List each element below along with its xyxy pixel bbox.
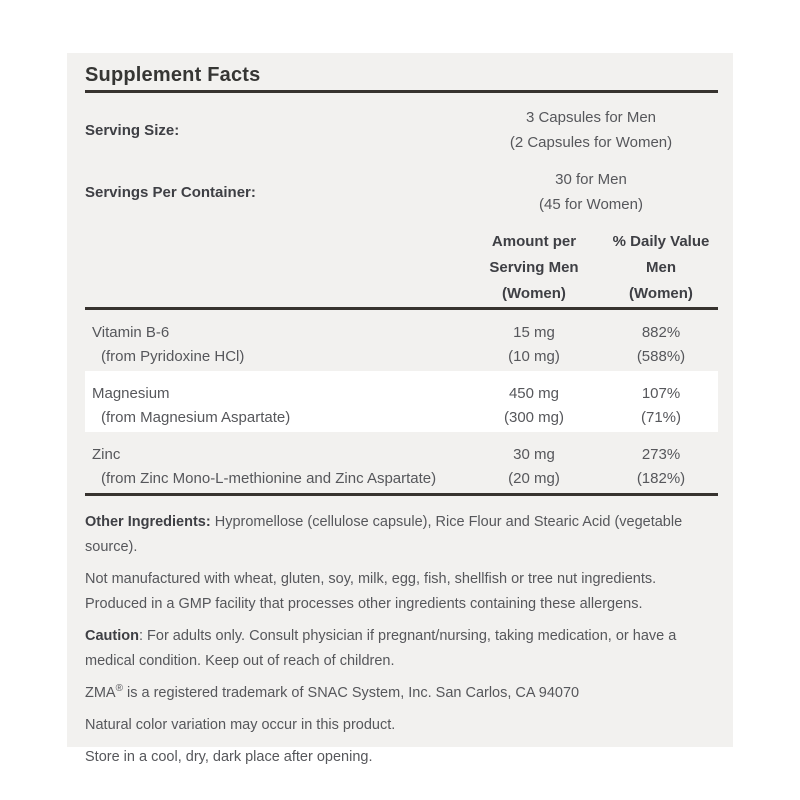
nutrient-name: Magnesium xyxy=(92,385,170,402)
nutrient-source: (from Pyridoxine HCl) xyxy=(101,348,245,365)
trademark-note xyxy=(85,681,718,706)
amount-women: (10 mg) xyxy=(508,348,560,365)
caution-label: Caution xyxy=(85,628,139,644)
other-ingredients-label: Other Ingredients: xyxy=(85,514,211,530)
nutrient-row-zinc xyxy=(85,432,718,493)
column-header-dv-line3: (Women) xyxy=(629,285,693,302)
storage-note: Store in a cool, dry, dark place after opening. xyxy=(85,749,373,765)
trademark-name: ZMA xyxy=(85,685,116,701)
nutrient-name-cell xyxy=(85,382,464,432)
column-header-amount xyxy=(464,229,604,307)
color-variation-note: Natural color variation may occur in this product. xyxy=(85,717,396,733)
dv-men: 107% xyxy=(641,385,681,402)
column-header-daily-value xyxy=(604,229,718,307)
supplement-facts-panel xyxy=(67,53,733,765)
caution-text: : For adults only. Consult physician if pregnant/nursing, taking medication, or have a medical condition. Keep out of reach of children. xyxy=(85,628,677,669)
nutrient-amount-cell xyxy=(464,382,604,432)
column-header-dv-line2: Men xyxy=(646,259,676,276)
servings-per-container-women: (45 for Women) xyxy=(539,196,643,213)
serving-size-label: Serving Size: xyxy=(85,121,180,139)
servings-per-container-label: Servings Per Container: xyxy=(85,183,256,201)
column-header-row xyxy=(85,229,718,307)
nutrient-amount-cell xyxy=(464,443,604,493)
amount-women: (20 mg) xyxy=(508,470,560,487)
caution-note xyxy=(85,624,718,674)
servings-per-container-men: 30 for Men xyxy=(555,171,627,188)
nutrient-source: (from Zinc Mono-L-methionine and Zinc Aspartate) xyxy=(101,470,437,487)
nutrient-dv-cell xyxy=(604,382,718,432)
nutrient-name: Zinc xyxy=(92,446,121,463)
column-header-dv-line1: % Daily Value xyxy=(612,233,710,250)
dv-men: 882% xyxy=(641,324,681,341)
allergen-statement: Not manufactured with wheat, gluten, soy, milk, egg, fish, shellfish or tree nut ingredients. Produced in a GMP facility that processes other ingredients containing these allergens. xyxy=(85,571,657,612)
nutrient-dv-cell xyxy=(604,443,718,493)
nutrient-dv-cell xyxy=(604,321,718,371)
serving-size-women: (2 Capsules for Women) xyxy=(509,134,673,151)
amount-women: (300 mg) xyxy=(503,409,565,426)
nutrient-row-vitamin-b6 xyxy=(85,310,718,371)
trademark-text: is a registered trademark of SNAC System, Inc. San Carlos, CA 94070 xyxy=(122,685,580,701)
title-divider xyxy=(85,90,718,93)
footnotes-section xyxy=(85,496,718,770)
nutrient-name-cell xyxy=(85,321,464,371)
column-header-amount-line1: Amount per xyxy=(491,233,577,250)
nutrient-row-magnesium xyxy=(85,371,718,432)
serving-size-value xyxy=(464,105,718,155)
panel-title: Supplement Facts xyxy=(85,64,261,86)
amount-men: 15 mg xyxy=(513,324,555,341)
other-ingredients-text: Hypromellose (cellulose capsule), Rice Flour and Stearic Acid (vegetable source). xyxy=(85,514,683,555)
serving-info-section xyxy=(85,105,718,217)
nutrient-name-cell xyxy=(85,443,464,493)
other-ingredients-note xyxy=(85,510,718,560)
serving-size-row xyxy=(85,105,718,155)
nutrient-amount-cell xyxy=(464,321,604,371)
dv-women: (588%) xyxy=(636,348,686,365)
dv-women: (182%) xyxy=(636,470,686,487)
column-header-amount-line3: (Women) xyxy=(502,285,566,302)
serving-size-men: 3 Capsules for Men xyxy=(525,109,657,126)
amount-men: 450 mg xyxy=(508,385,560,402)
column-header-amount-line2: Serving Men xyxy=(489,259,579,276)
nutrient-name: Vitamin B-6 xyxy=(92,324,170,341)
nutrient-source: (from Magnesium Aspartate) xyxy=(101,409,291,426)
registered-trademark-symbol: ® xyxy=(115,683,123,695)
servings-per-container-value xyxy=(464,167,718,217)
column-header-spacer xyxy=(85,229,464,307)
amount-men: 30 mg xyxy=(513,446,555,463)
dv-women: (71%) xyxy=(640,409,681,426)
dv-men: 273% xyxy=(641,446,681,463)
servings-per-container-row xyxy=(85,167,718,217)
